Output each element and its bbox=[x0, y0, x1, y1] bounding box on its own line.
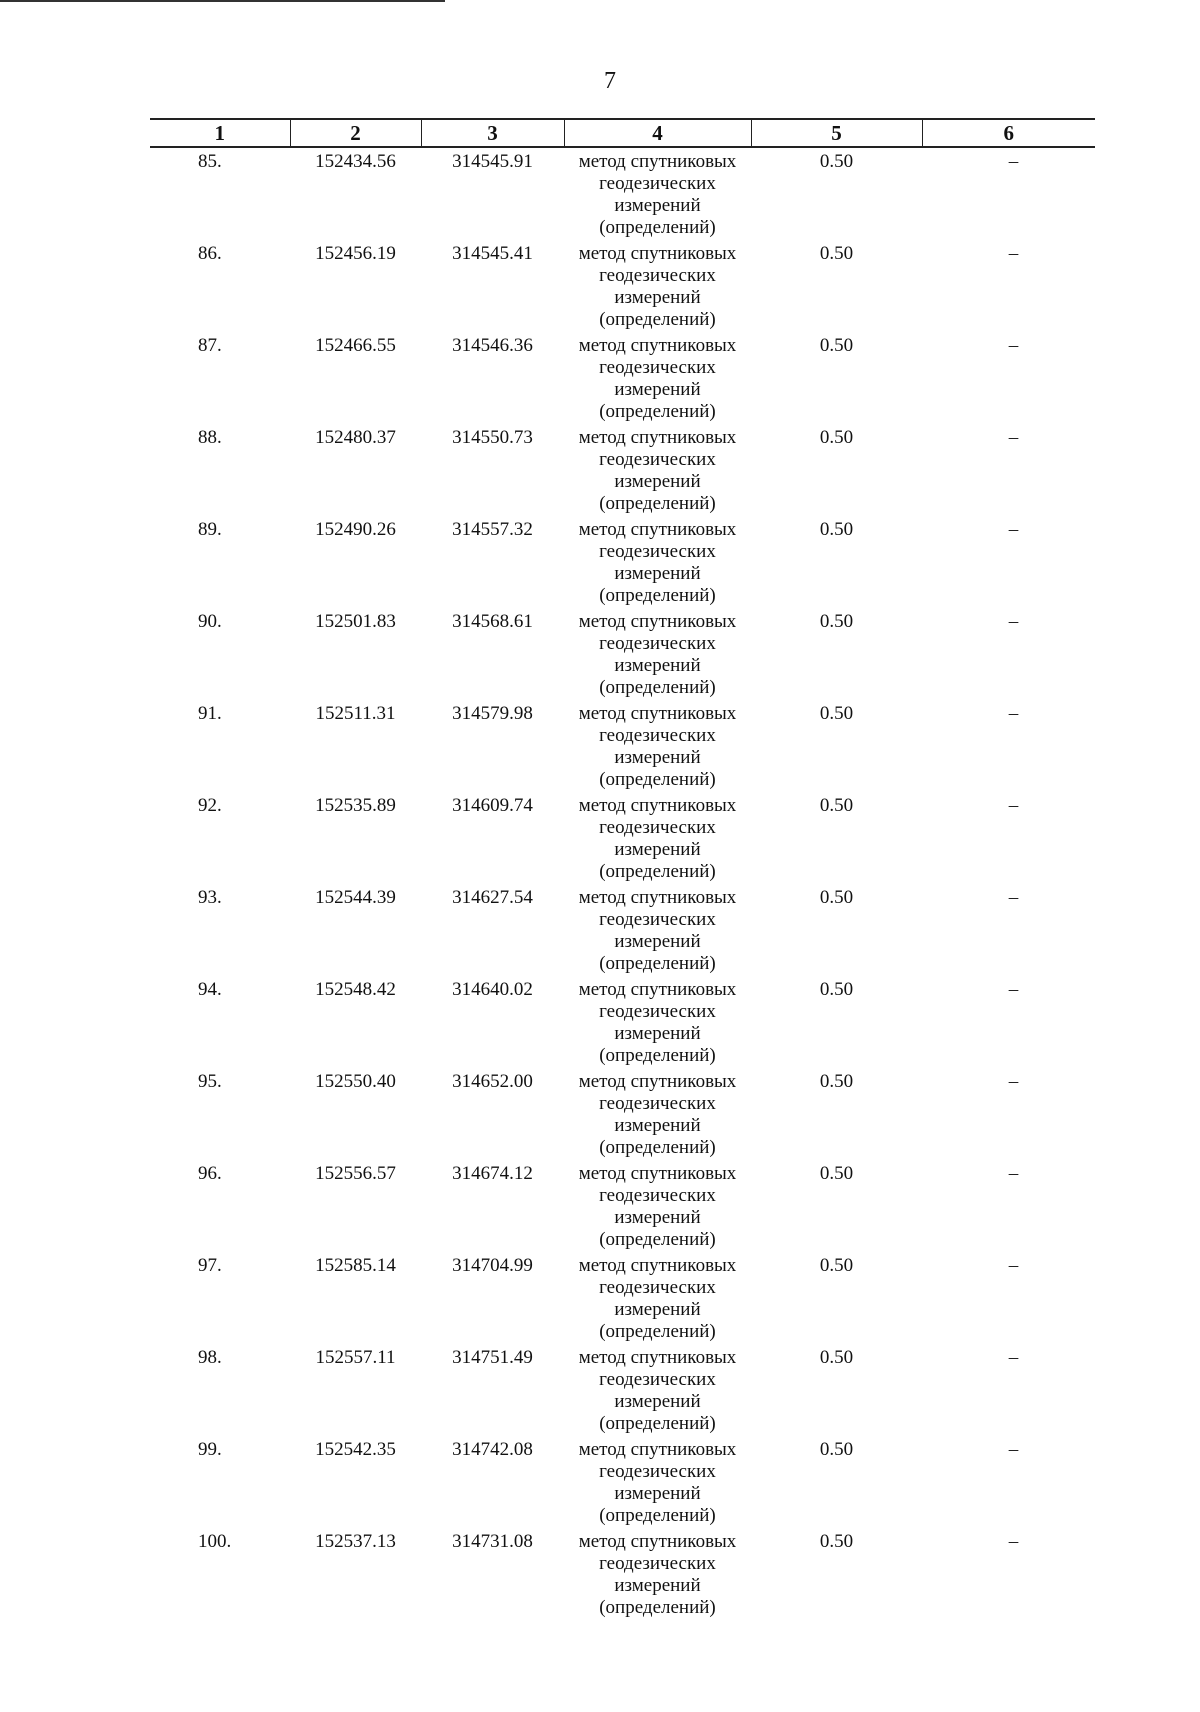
description-dash: – bbox=[1008, 335, 1019, 356]
accuracy-value: 0.50 bbox=[819, 979, 854, 1000]
header-col-4: 4 bbox=[564, 119, 751, 147]
method-line: метод спутниковых bbox=[578, 795, 737, 816]
method-line: (определений) bbox=[599, 309, 716, 330]
method-line: (определений) bbox=[599, 401, 716, 422]
accuracy-value: 0.50 bbox=[819, 1531, 854, 1552]
method-line: метод спутниковых bbox=[578, 519, 737, 540]
table-row bbox=[150, 608, 1095, 700]
method-line: измерений bbox=[614, 287, 701, 308]
method-cell bbox=[564, 608, 751, 700]
method-line: метод спутниковых bbox=[578, 979, 737, 1000]
accuracy-value: 0.50 bbox=[819, 335, 854, 356]
description-dash: – bbox=[1008, 1163, 1019, 1184]
point-number: 91. bbox=[198, 703, 222, 724]
method-line: (определений) bbox=[599, 217, 716, 238]
accuracy-value: 0.50 bbox=[819, 151, 854, 172]
point-number: 94. bbox=[198, 979, 222, 1000]
description-dash: – bbox=[1008, 1531, 1019, 1552]
method-line: измерений bbox=[614, 655, 701, 676]
method-line: измерений bbox=[614, 1299, 701, 1320]
method-line: (определений) bbox=[599, 585, 716, 606]
method-line: (определений) bbox=[599, 1505, 716, 1526]
method-line: геодезических bbox=[599, 541, 716, 562]
method-line: метод спутниковых bbox=[578, 243, 737, 264]
method-line: измерений bbox=[614, 747, 701, 768]
coord-x: 152537.13 bbox=[315, 1531, 396, 1552]
coord-x: 152548.42 bbox=[315, 979, 396, 1000]
point-number: 98. bbox=[198, 1347, 222, 1368]
method-line: геодезических bbox=[599, 725, 716, 746]
method-line: измерений bbox=[614, 931, 701, 952]
method-line: геодезических bbox=[599, 265, 716, 286]
method-line: (определений) bbox=[599, 769, 716, 790]
coord-y: 314579.98 bbox=[452, 703, 533, 724]
table-row bbox=[150, 147, 1095, 240]
coord-x: 152535.89 bbox=[315, 795, 396, 816]
description-dash: – bbox=[1008, 427, 1019, 448]
method-line: (определений) bbox=[599, 861, 716, 882]
point-number: 99. bbox=[198, 1439, 222, 1460]
header-col-1: 1 bbox=[150, 119, 290, 147]
table-row bbox=[150, 516, 1095, 608]
coord-y: 314751.49 bbox=[452, 1347, 533, 1368]
method-cell bbox=[564, 240, 751, 332]
coord-y: 314704.99 bbox=[452, 1255, 533, 1276]
method-line: геодезических bbox=[599, 173, 716, 194]
method-line: геодезических bbox=[599, 1185, 716, 1206]
description-dash: – bbox=[1008, 979, 1019, 1000]
method-cell bbox=[564, 884, 751, 976]
table-row bbox=[150, 1068, 1095, 1160]
method-line: (определений) bbox=[599, 1137, 716, 1158]
method-line: измерений bbox=[614, 471, 701, 492]
method-line: метод спутниковых bbox=[578, 1347, 737, 1368]
coord-y: 314546.36 bbox=[452, 335, 533, 356]
method-cell bbox=[564, 1528, 751, 1620]
table-row bbox=[150, 792, 1095, 884]
method-line: геодезических bbox=[599, 1093, 716, 1114]
coordinates-table-container bbox=[150, 118, 1095, 1620]
method-line: метод спутниковых bbox=[578, 1071, 737, 1092]
header-col-3: 3 bbox=[421, 119, 564, 147]
point-number: 87. bbox=[198, 335, 222, 356]
method-line: геодезических bbox=[599, 817, 716, 838]
method-line: метод спутниковых bbox=[578, 703, 737, 724]
method-cell bbox=[564, 147, 751, 240]
method-line: (определений) bbox=[599, 1597, 716, 1618]
accuracy-value: 0.50 bbox=[819, 1255, 854, 1276]
method-line: геодезических bbox=[599, 909, 716, 930]
coord-y: 314731.08 bbox=[452, 1531, 533, 1552]
accuracy-value: 0.50 bbox=[819, 795, 854, 816]
method-line: геодезических bbox=[599, 1277, 716, 1298]
description-dash: – bbox=[1008, 1071, 1019, 1092]
method-line: метод спутниковых bbox=[578, 427, 737, 448]
method-line: измерений bbox=[614, 1207, 701, 1228]
coord-y: 314640.02 bbox=[452, 979, 533, 1000]
accuracy-value: 0.50 bbox=[819, 1163, 854, 1184]
point-number: 93. bbox=[198, 887, 222, 908]
method-line: метод спутниковых bbox=[578, 1439, 737, 1460]
coord-y: 314652.00 bbox=[452, 1071, 533, 1092]
coord-x: 152585.14 bbox=[315, 1255, 396, 1276]
method-line: (определений) bbox=[599, 1229, 716, 1250]
point-number: 100. bbox=[198, 1531, 232, 1552]
method-line: метод спутниковых bbox=[578, 1163, 737, 1184]
coord-x: 152557.11 bbox=[315, 1347, 396, 1368]
method-line: метод спутниковых bbox=[578, 1531, 737, 1552]
accuracy-value: 0.50 bbox=[819, 1071, 854, 1092]
method-cell bbox=[564, 1160, 751, 1252]
method-line: геодезических bbox=[599, 1461, 716, 1482]
method-cell bbox=[564, 332, 751, 424]
method-line: метод спутниковых bbox=[578, 887, 737, 908]
coord-x: 152480.37 bbox=[315, 427, 396, 448]
accuracy-value: 0.50 bbox=[819, 703, 854, 724]
coord-y: 314674.12 bbox=[452, 1163, 533, 1184]
description-dash: – bbox=[1008, 1255, 1019, 1276]
point-number: 85. bbox=[198, 151, 222, 172]
accuracy-value: 0.50 bbox=[819, 519, 854, 540]
method-line: (определений) bbox=[599, 953, 716, 974]
table-row bbox=[150, 332, 1095, 424]
coord-y: 314609.74 bbox=[452, 795, 533, 816]
method-line: (определений) bbox=[599, 1413, 716, 1434]
point-number: 92. bbox=[198, 795, 222, 816]
coord-x: 152434.56 bbox=[315, 151, 396, 172]
table-row bbox=[150, 1252, 1095, 1344]
method-cell bbox=[564, 1252, 751, 1344]
method-cell bbox=[564, 700, 751, 792]
method-line: геодезических bbox=[599, 1001, 716, 1022]
table-row bbox=[150, 1436, 1095, 1528]
point-number: 86. bbox=[198, 243, 222, 264]
coord-y: 314568.61 bbox=[452, 611, 533, 632]
table-row bbox=[150, 884, 1095, 976]
accuracy-value: 0.50 bbox=[819, 243, 854, 264]
coord-x: 152542.35 bbox=[315, 1439, 396, 1460]
accuracy-value: 0.50 bbox=[819, 887, 854, 908]
method-cell bbox=[564, 1068, 751, 1160]
coordinates-table bbox=[150, 118, 1095, 1620]
top-edge-rule bbox=[0, 0, 445, 2]
header-col-6: 6 bbox=[922, 119, 1095, 147]
method-cell bbox=[564, 424, 751, 516]
coord-x: 152490.26 bbox=[315, 519, 396, 540]
table-header-row bbox=[150, 119, 1095, 147]
table-row bbox=[150, 1528, 1095, 1620]
coord-y: 314742.08 bbox=[452, 1439, 533, 1460]
method-line: (определений) bbox=[599, 493, 716, 514]
method-line: измерений bbox=[614, 195, 701, 216]
method-line: (определений) bbox=[599, 1045, 716, 1066]
header-col-2: 2 bbox=[290, 119, 421, 147]
method-line: геодезических bbox=[599, 449, 716, 470]
coord-x: 152456.19 bbox=[315, 243, 396, 264]
method-cell bbox=[564, 976, 751, 1068]
coord-x: 152544.39 bbox=[315, 887, 396, 908]
method-line: измерений bbox=[614, 1483, 701, 1504]
table-row bbox=[150, 1160, 1095, 1252]
method-line: измерений bbox=[614, 839, 701, 860]
coord-x: 152501.83 bbox=[315, 611, 396, 632]
method-cell bbox=[564, 792, 751, 884]
description-dash: – bbox=[1008, 703, 1019, 724]
method-line: геодезических bbox=[599, 357, 716, 378]
point-number: 89. bbox=[198, 519, 222, 540]
description-dash: – bbox=[1008, 611, 1019, 632]
point-number: 95. bbox=[198, 1071, 222, 1092]
coord-y: 314550.73 bbox=[452, 427, 533, 448]
method-line: метод спутниковых bbox=[578, 1255, 737, 1276]
description-dash: – bbox=[1008, 1439, 1019, 1460]
coord-y: 314627.54 bbox=[452, 887, 533, 908]
description-dash: – bbox=[1008, 519, 1019, 540]
description-dash: – bbox=[1008, 1347, 1019, 1368]
accuracy-value: 0.50 bbox=[819, 1347, 854, 1368]
accuracy-value: 0.50 bbox=[819, 1439, 854, 1460]
page-number: 7 bbox=[604, 68, 616, 94]
description-dash: – bbox=[1008, 795, 1019, 816]
coord-y: 314557.32 bbox=[452, 519, 533, 540]
method-line: измерений bbox=[614, 1391, 701, 1412]
method-line: измерений bbox=[614, 1115, 701, 1136]
point-number: 97. bbox=[198, 1255, 222, 1276]
method-cell bbox=[564, 1436, 751, 1528]
description-dash: – bbox=[1008, 151, 1019, 172]
method-line: геодезических bbox=[599, 1553, 716, 1574]
coord-x: 152550.40 bbox=[315, 1071, 396, 1092]
table-row bbox=[150, 976, 1095, 1068]
method-line: геодезических bbox=[599, 1369, 716, 1390]
table-row bbox=[150, 1344, 1095, 1436]
coord-y: 314545.41 bbox=[452, 243, 533, 264]
method-line: метод спутниковых bbox=[578, 151, 737, 172]
coord-y: 314545.91 bbox=[452, 151, 533, 172]
point-number: 90. bbox=[198, 611, 222, 632]
point-number: 88. bbox=[198, 427, 222, 448]
coord-x: 152556.57 bbox=[315, 1163, 396, 1184]
method-line: измерений bbox=[614, 1023, 701, 1044]
method-line: геодезических bbox=[599, 633, 716, 654]
method-line: измерений bbox=[614, 563, 701, 584]
table-row bbox=[150, 240, 1095, 332]
description-dash: – bbox=[1008, 887, 1019, 908]
method-line: метод спутниковых bbox=[578, 611, 737, 632]
coord-x: 152511.31 bbox=[315, 703, 396, 724]
method-cell bbox=[564, 516, 751, 608]
description-dash: – bbox=[1008, 243, 1019, 264]
method-line: измерений bbox=[614, 1575, 701, 1596]
coord-x: 152466.55 bbox=[315, 335, 396, 356]
method-line: (определений) bbox=[599, 1321, 716, 1342]
table-row bbox=[150, 700, 1095, 792]
table-body bbox=[150, 147, 1095, 1620]
method-line: измерений bbox=[614, 379, 701, 400]
table-row bbox=[150, 424, 1095, 516]
table-header bbox=[150, 119, 1095, 147]
header-col-5: 5 bbox=[751, 119, 922, 147]
accuracy-value: 0.50 bbox=[819, 611, 854, 632]
method-line: (определений) bbox=[599, 677, 716, 698]
accuracy-value: 0.50 bbox=[819, 427, 854, 448]
method-line: метод спутниковых bbox=[578, 335, 737, 356]
point-number: 96. bbox=[198, 1163, 222, 1184]
method-cell bbox=[564, 1344, 751, 1436]
